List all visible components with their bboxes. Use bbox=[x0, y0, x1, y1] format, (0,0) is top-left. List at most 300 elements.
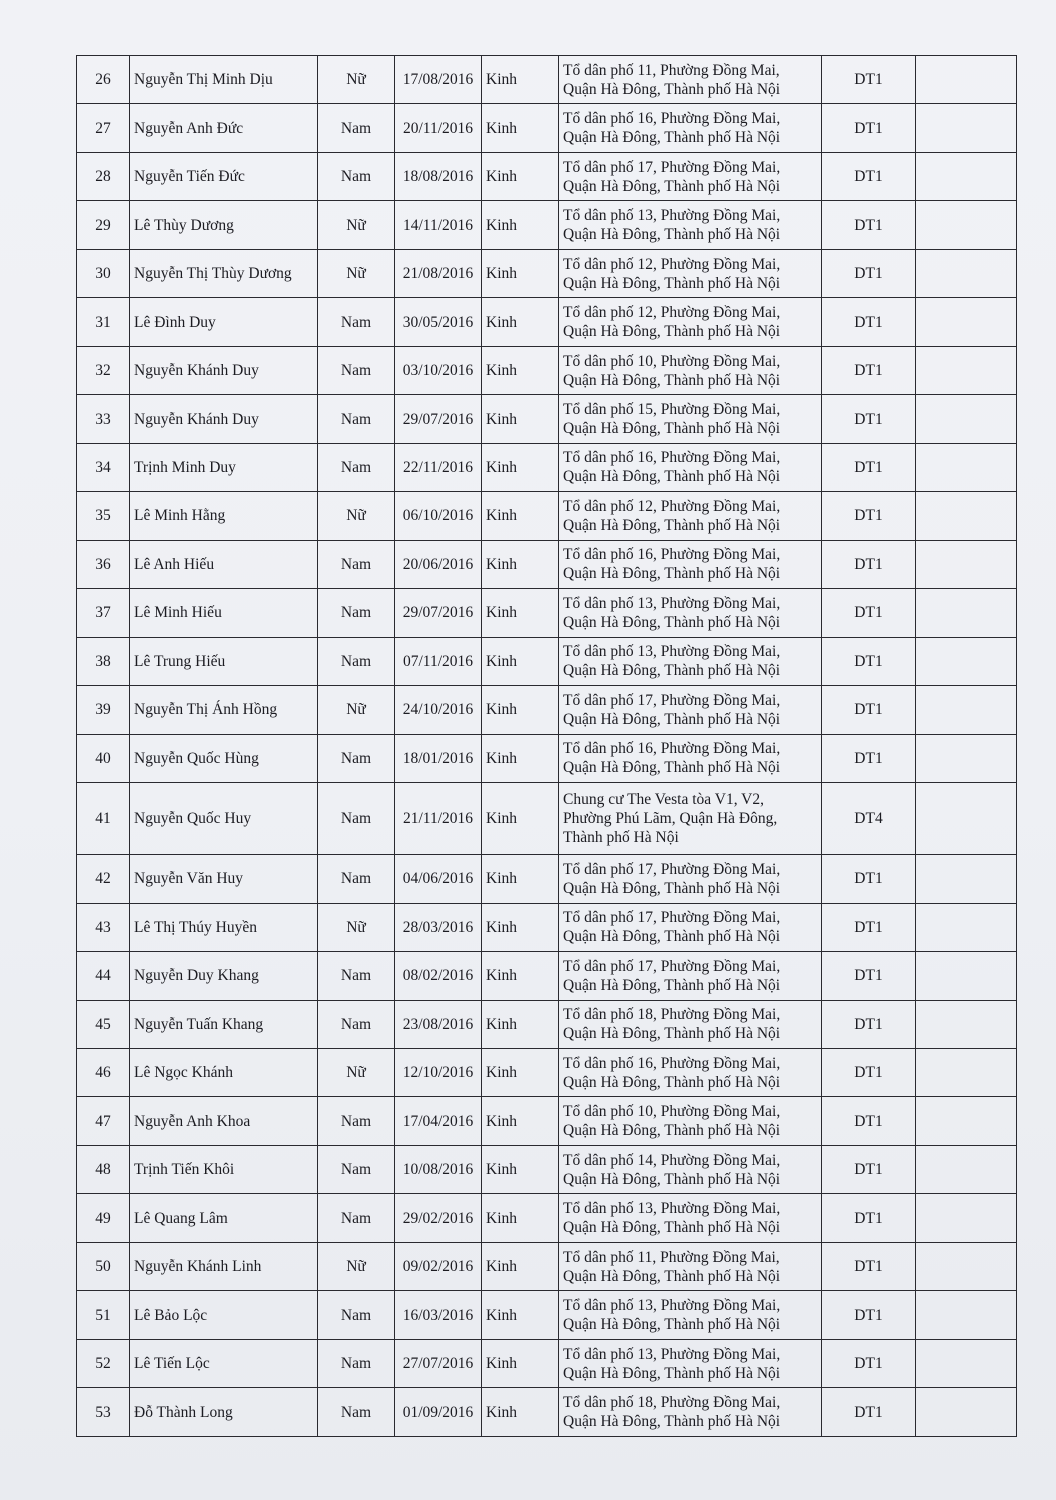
student-name: Lê Trung Hiếu bbox=[130, 637, 318, 685]
address bbox=[559, 443, 822, 491]
student-name: Lê Anh Hiếu bbox=[130, 540, 318, 588]
gender: Nam bbox=[318, 346, 395, 394]
address bbox=[559, 298, 822, 346]
gender: Nam bbox=[318, 855, 395, 903]
gender: Nam bbox=[318, 1145, 395, 1193]
row-number: 37 bbox=[77, 589, 130, 637]
address-line: Tổ dân phố 17, Phường Đồng Mai, bbox=[563, 957, 781, 975]
address-line: Tổ dân phố 13, Phường Đồng Mai, bbox=[563, 207, 781, 225]
address bbox=[559, 1291, 822, 1339]
table-row bbox=[77, 152, 1017, 200]
student-name: Nguyễn Khánh Duy bbox=[130, 395, 318, 443]
gender: Nam bbox=[318, 540, 395, 588]
area-code: DT4 bbox=[822, 783, 916, 855]
row-number: 33 bbox=[77, 395, 130, 443]
ethnicity: Kinh bbox=[482, 686, 559, 734]
gender: Nam bbox=[318, 104, 395, 152]
table-row bbox=[77, 346, 1017, 394]
row-number: 28 bbox=[77, 152, 130, 200]
table-row bbox=[77, 855, 1017, 903]
ethnicity: Kinh bbox=[482, 152, 559, 200]
row-number: 27 bbox=[77, 104, 130, 152]
area-code: DT1 bbox=[822, 734, 916, 782]
area-code: DT1 bbox=[822, 686, 916, 734]
address bbox=[559, 152, 822, 200]
date-of-birth: 29/02/2016 bbox=[395, 1194, 482, 1242]
gender: Nam bbox=[318, 298, 395, 346]
ethnicity: Kinh bbox=[482, 1388, 559, 1437]
date-of-birth: 18/01/2016 bbox=[395, 734, 482, 782]
ethnicity: Kinh bbox=[482, 855, 559, 903]
row-number: 30 bbox=[77, 249, 130, 297]
student-name: Lê Quang Lâm bbox=[130, 1194, 318, 1242]
address-line: Quận Hà Đông, Thành phố Hà Nội bbox=[563, 613, 781, 631]
area-code: DT1 bbox=[822, 952, 916, 1000]
date-of-birth: 18/08/2016 bbox=[395, 152, 482, 200]
area-code: DT1 bbox=[822, 443, 916, 491]
address-line: Chung cư The Vesta tòa V1, V2, bbox=[563, 791, 764, 809]
address-line: Tổ dân phố 16, Phường Đồng Mai, bbox=[563, 740, 781, 758]
note bbox=[916, 492, 1017, 540]
area-code: DT1 bbox=[822, 249, 916, 297]
address-line: Quận Hà Đông, Thành phố Hà Nội bbox=[563, 1073, 781, 1091]
table-row bbox=[77, 1339, 1017, 1387]
student-name: Nguyễn Khánh Duy bbox=[130, 346, 318, 394]
address bbox=[559, 952, 822, 1000]
note bbox=[916, 249, 1017, 297]
area-code: DT1 bbox=[822, 395, 916, 443]
gender: Nam bbox=[318, 952, 395, 1000]
address-line: Tổ dân phố 12, Phường Đồng Mai, bbox=[563, 255, 781, 273]
address-line: Tổ dân phố 17, Phường Đồng Mai, bbox=[563, 691, 781, 709]
gender: Nam bbox=[318, 637, 395, 685]
address-line: Tổ dân phố 13, Phường Đồng Mai, bbox=[563, 643, 781, 661]
date-of-birth: 07/11/2016 bbox=[395, 637, 482, 685]
table-row bbox=[77, 637, 1017, 685]
address bbox=[559, 1194, 822, 1242]
note bbox=[916, 540, 1017, 588]
area-code: DT1 bbox=[822, 104, 916, 152]
student-name: Nguyễn Thị Minh Dịu bbox=[130, 56, 318, 104]
address bbox=[559, 903, 822, 951]
area-code: DT1 bbox=[822, 1388, 916, 1437]
ethnicity: Kinh bbox=[482, 1000, 559, 1048]
address bbox=[559, 686, 822, 734]
date-of-birth: 22/11/2016 bbox=[395, 443, 482, 491]
ethnicity: Kinh bbox=[482, 734, 559, 782]
ethnicity: Kinh bbox=[482, 1339, 559, 1387]
address-line: Tổ dân phố 11, Phường Đồng Mai, bbox=[563, 61, 780, 79]
address bbox=[559, 346, 822, 394]
address-line: Quận Hà Đông, Thành phố Hà Nội bbox=[563, 274, 781, 292]
area-code: DT1 bbox=[822, 201, 916, 249]
table-row bbox=[77, 443, 1017, 491]
address-line: Tổ dân phố 17, Phường Đồng Mai, bbox=[563, 909, 781, 927]
table-row bbox=[77, 1388, 1017, 1437]
row-number: 50 bbox=[77, 1242, 130, 1290]
area-code: DT1 bbox=[822, 1291, 916, 1339]
area-code: DT1 bbox=[822, 298, 916, 346]
note bbox=[916, 201, 1017, 249]
area-code: DT1 bbox=[822, 56, 916, 104]
note bbox=[916, 298, 1017, 346]
ethnicity: Kinh bbox=[482, 1242, 559, 1290]
table-row bbox=[77, 1097, 1017, 1145]
table-row bbox=[77, 903, 1017, 951]
address bbox=[559, 589, 822, 637]
table-row bbox=[77, 1291, 1017, 1339]
address-line: Quận Hà Đông, Thành phố Hà Nội bbox=[563, 710, 781, 728]
area-code: DT1 bbox=[822, 589, 916, 637]
address bbox=[559, 1339, 822, 1387]
student-name: Nguyễn Thị Ánh Hồng bbox=[130, 686, 318, 734]
row-number: 35 bbox=[77, 492, 130, 540]
student-name: Lê Bảo Lộc bbox=[130, 1291, 318, 1339]
note bbox=[916, 56, 1017, 104]
note bbox=[916, 1291, 1017, 1339]
area-code: DT1 bbox=[822, 1049, 916, 1097]
date-of-birth: 03/10/2016 bbox=[395, 346, 482, 394]
note bbox=[916, 1242, 1017, 1290]
table-row bbox=[77, 201, 1017, 249]
note bbox=[916, 1049, 1017, 1097]
address-line: Tổ dân phố 10, Phường Đồng Mai, bbox=[563, 352, 781, 370]
student-name: Nguyễn Tuấn Khang bbox=[130, 1000, 318, 1048]
address-line: Tổ dân phố 14, Phường Đồng Mai, bbox=[563, 1151, 781, 1169]
table-row bbox=[77, 589, 1017, 637]
ethnicity: Kinh bbox=[482, 249, 559, 297]
address-line: Quận Hà Đông, Thành phố Hà Nội bbox=[563, 516, 781, 534]
area-code: DT1 bbox=[822, 152, 916, 200]
note bbox=[916, 903, 1017, 951]
row-number: 42 bbox=[77, 855, 130, 903]
address-line: Tổ dân phố 13, Phường Đồng Mai, bbox=[563, 1200, 781, 1218]
table-row bbox=[77, 1145, 1017, 1193]
date-of-birth: 28/03/2016 bbox=[395, 903, 482, 951]
address-line: Tổ dân phố 17, Phường Đồng Mai, bbox=[563, 158, 781, 176]
table-row bbox=[77, 492, 1017, 540]
address bbox=[559, 395, 822, 443]
row-number: 38 bbox=[77, 637, 130, 685]
table-row bbox=[77, 540, 1017, 588]
area-code: DT1 bbox=[822, 492, 916, 540]
row-number: 36 bbox=[77, 540, 130, 588]
note bbox=[916, 589, 1017, 637]
address bbox=[559, 1000, 822, 1048]
address-line: Quận Hà Đông, Thành phố Hà Nội bbox=[563, 371, 781, 389]
note bbox=[916, 952, 1017, 1000]
row-number: 41 bbox=[77, 783, 130, 855]
table-row bbox=[77, 686, 1017, 734]
address-line: Tổ dân phố 12, Phường Đồng Mai, bbox=[563, 497, 781, 515]
address-line: Tổ dân phố 12, Phường Đồng Mai, bbox=[563, 304, 781, 322]
row-number: 29 bbox=[77, 201, 130, 249]
table-row bbox=[77, 1242, 1017, 1290]
note bbox=[916, 1194, 1017, 1242]
row-number: 34 bbox=[77, 443, 130, 491]
address-line: Thành phố Hà Nội bbox=[563, 829, 679, 847]
table-row bbox=[77, 734, 1017, 782]
date-of-birth: 20/11/2016 bbox=[395, 104, 482, 152]
note bbox=[916, 395, 1017, 443]
ethnicity: Kinh bbox=[482, 589, 559, 637]
student-name: Nguyễn Anh Khoa bbox=[130, 1097, 318, 1145]
row-number: 49 bbox=[77, 1194, 130, 1242]
date-of-birth: 04/06/2016 bbox=[395, 855, 482, 903]
student-name: Lê Ngọc Khánh bbox=[130, 1049, 318, 1097]
student-name: Nguyễn Duy Khang bbox=[130, 952, 318, 1000]
address-line: Tổ dân phố 16, Phường Đồng Mai, bbox=[563, 1054, 781, 1072]
student-name: Nguyễn Anh Đức bbox=[130, 104, 318, 152]
gender: Nam bbox=[318, 1388, 395, 1437]
address bbox=[559, 1097, 822, 1145]
area-code: DT1 bbox=[822, 1145, 916, 1193]
student-name: Lê Minh Hiếu bbox=[130, 589, 318, 637]
student-name: Nguyễn Tiến Đức bbox=[130, 152, 318, 200]
ethnicity: Kinh bbox=[482, 346, 559, 394]
date-of-birth: 17/08/2016 bbox=[395, 56, 482, 104]
ethnicity: Kinh bbox=[482, 637, 559, 685]
ethnicity: Kinh bbox=[482, 443, 559, 491]
gender: Nam bbox=[318, 395, 395, 443]
address-line: Quận Hà Đông, Thành phố Hà Nội bbox=[563, 1219, 781, 1237]
address-line: Quận Hà Đông, Thành phố Hà Nội bbox=[563, 662, 781, 680]
area-code: DT1 bbox=[822, 540, 916, 588]
note bbox=[916, 686, 1017, 734]
table-row bbox=[77, 298, 1017, 346]
gender: Nữ bbox=[318, 249, 395, 297]
address-line: Tổ dân phố 13, Phường Đồng Mai, bbox=[563, 594, 781, 612]
address bbox=[559, 855, 822, 903]
address-line: Quận Hà Đông, Thành phố Hà Nội bbox=[563, 759, 781, 777]
date-of-birth: 08/02/2016 bbox=[395, 952, 482, 1000]
gender: Nam bbox=[318, 1291, 395, 1339]
row-number: 32 bbox=[77, 346, 130, 394]
address-line: Quận Hà Đông, Thành phố Hà Nội bbox=[563, 1316, 781, 1334]
address bbox=[559, 492, 822, 540]
area-code: DT1 bbox=[822, 346, 916, 394]
note bbox=[916, 1145, 1017, 1193]
address bbox=[559, 201, 822, 249]
table-row bbox=[77, 1049, 1017, 1097]
address-line: Quận Hà Đông, Thành phố Hà Nội bbox=[563, 1364, 781, 1382]
gender: Nữ bbox=[318, 201, 395, 249]
row-number: 47 bbox=[77, 1097, 130, 1145]
date-of-birth: 27/07/2016 bbox=[395, 1339, 482, 1387]
address-line: Tổ dân phố 16, Phường Đồng Mai, bbox=[563, 546, 781, 564]
row-number: 31 bbox=[77, 298, 130, 346]
student-name: Đỗ Thành Long bbox=[130, 1388, 318, 1437]
gender: Nữ bbox=[318, 492, 395, 540]
gender: Nam bbox=[318, 1339, 395, 1387]
row-number: 46 bbox=[77, 1049, 130, 1097]
gender: Nam bbox=[318, 443, 395, 491]
table-row bbox=[77, 1194, 1017, 1242]
ethnicity: Kinh bbox=[482, 540, 559, 588]
area-code: DT1 bbox=[822, 855, 916, 903]
student-name: Nguyễn Khánh Linh bbox=[130, 1242, 318, 1290]
ethnicity: Kinh bbox=[482, 1291, 559, 1339]
address-line: Quận Hà Đông, Thành phố Hà Nội bbox=[563, 1413, 781, 1431]
address-line: Quận Hà Đông, Thành phố Hà Nội bbox=[563, 226, 781, 244]
address-line: Tổ dân phố 10, Phường Đồng Mai, bbox=[563, 1103, 781, 1121]
area-code: DT1 bbox=[822, 903, 916, 951]
student-name: Lê Thị Thúy Huyền bbox=[130, 903, 318, 951]
address bbox=[559, 104, 822, 152]
row-number: 40 bbox=[77, 734, 130, 782]
ethnicity: Kinh bbox=[482, 783, 559, 855]
gender: Nữ bbox=[318, 1242, 395, 1290]
address-line: Tổ dân phố 18, Phường Đồng Mai, bbox=[563, 1006, 781, 1024]
note bbox=[916, 443, 1017, 491]
address bbox=[559, 1145, 822, 1193]
table-row bbox=[77, 395, 1017, 443]
ethnicity: Kinh bbox=[482, 201, 559, 249]
date-of-birth: 21/08/2016 bbox=[395, 249, 482, 297]
roster-body bbox=[77, 56, 1017, 1437]
table-row bbox=[77, 952, 1017, 1000]
area-code: DT1 bbox=[822, 1339, 916, 1387]
ethnicity: Kinh bbox=[482, 903, 559, 951]
date-of-birth: 12/10/2016 bbox=[395, 1049, 482, 1097]
address-line: Quận Hà Đông, Thành phố Hà Nội bbox=[563, 177, 781, 195]
address-line: Tổ dân phố 16, Phường Đồng Mai, bbox=[563, 449, 781, 467]
area-code: DT1 bbox=[822, 1000, 916, 1048]
address-line: Quận Hà Đông, Thành phố Hà Nội bbox=[563, 1170, 781, 1188]
note bbox=[916, 855, 1017, 903]
gender: Nam bbox=[318, 783, 395, 855]
gender: Nam bbox=[318, 152, 395, 200]
address bbox=[559, 637, 822, 685]
date-of-birth: 29/07/2016 bbox=[395, 589, 482, 637]
note bbox=[916, 783, 1017, 855]
address-line: Quận Hà Đông, Thành phố Hà Nội bbox=[563, 928, 781, 946]
address-line: Quận Hà Đông, Thành phố Hà Nội bbox=[563, 468, 781, 486]
date-of-birth: 29/07/2016 bbox=[395, 395, 482, 443]
note bbox=[916, 346, 1017, 394]
area-code: DT1 bbox=[822, 1194, 916, 1242]
row-number: 45 bbox=[77, 1000, 130, 1048]
row-number: 51 bbox=[77, 1291, 130, 1339]
date-of-birth: 23/08/2016 bbox=[395, 1000, 482, 1048]
note bbox=[916, 104, 1017, 152]
student-name: Lê Thùy Dương bbox=[130, 201, 318, 249]
note bbox=[916, 1097, 1017, 1145]
gender: Nam bbox=[318, 734, 395, 782]
gender: Nữ bbox=[318, 56, 395, 104]
note bbox=[916, 152, 1017, 200]
note bbox=[916, 1339, 1017, 1387]
student-name: Trịnh Minh Duy bbox=[130, 443, 318, 491]
date-of-birth: 09/02/2016 bbox=[395, 1242, 482, 1290]
date-of-birth: 01/09/2016 bbox=[395, 1388, 482, 1437]
student-roster-table bbox=[76, 55, 1017, 1437]
student-name: Nguyễn Văn Huy bbox=[130, 855, 318, 903]
table-row bbox=[77, 1000, 1017, 1048]
address-line: Tổ dân phố 18, Phường Đồng Mai, bbox=[563, 1394, 781, 1412]
ethnicity: Kinh bbox=[482, 395, 559, 443]
ethnicity: Kinh bbox=[482, 1049, 559, 1097]
student-name: Nguyễn Quốc Huy bbox=[130, 783, 318, 855]
address-line: Quận Hà Đông, Thành phố Hà Nội bbox=[563, 565, 781, 583]
address-line: Quận Hà Đông, Thành phố Hà Nội bbox=[563, 323, 781, 341]
address-line: Quận Hà Đông, Thành phố Hà Nội bbox=[563, 1122, 781, 1140]
row-number: 44 bbox=[77, 952, 130, 1000]
area-code: DT1 bbox=[822, 1242, 916, 1290]
gender: Nữ bbox=[318, 686, 395, 734]
address-line: Quận Hà Đông, Thành phố Hà Nội bbox=[563, 879, 781, 897]
note bbox=[916, 637, 1017, 685]
ethnicity: Kinh bbox=[482, 1097, 559, 1145]
gender: Nam bbox=[318, 1194, 395, 1242]
ethnicity: Kinh bbox=[482, 952, 559, 1000]
date-of-birth: 10/08/2016 bbox=[395, 1145, 482, 1193]
row-number: 39 bbox=[77, 686, 130, 734]
gender: Nữ bbox=[318, 903, 395, 951]
date-of-birth: 20/06/2016 bbox=[395, 540, 482, 588]
date-of-birth: 14/11/2016 bbox=[395, 201, 482, 249]
student-name: Nguyễn Quốc Hùng bbox=[130, 734, 318, 782]
address-line: Tổ dân phố 16, Phường Đồng Mai, bbox=[563, 110, 781, 128]
address bbox=[559, 1049, 822, 1097]
gender: Nam bbox=[318, 589, 395, 637]
address-line: Quận Hà Đông, Thành phố Hà Nội bbox=[563, 976, 781, 994]
address-line: Quận Hà Đông, Thành phố Hà Nội bbox=[563, 80, 781, 98]
date-of-birth: 24/10/2016 bbox=[395, 686, 482, 734]
student-name: Trịnh Tiến Khôi bbox=[130, 1145, 318, 1193]
address bbox=[559, 249, 822, 297]
student-name: Lê Minh Hằng bbox=[130, 492, 318, 540]
date-of-birth: 30/05/2016 bbox=[395, 298, 482, 346]
row-number: 53 bbox=[77, 1388, 130, 1437]
address-line: Tổ dân phố 17, Phường Đồng Mai, bbox=[563, 860, 781, 878]
address-line: Tổ dân phố 13, Phường Đồng Mai, bbox=[563, 1297, 781, 1315]
row-number: 26 bbox=[77, 56, 130, 104]
address-line: Quận Hà Đông, Thành phố Hà Nội bbox=[563, 420, 781, 438]
ethnicity: Kinh bbox=[482, 492, 559, 540]
table-row bbox=[77, 249, 1017, 297]
ethnicity: Kinh bbox=[482, 298, 559, 346]
student-name: Nguyễn Thị Thùy Dương bbox=[130, 249, 318, 297]
table-row bbox=[77, 104, 1017, 152]
date-of-birth: 06/10/2016 bbox=[395, 492, 482, 540]
area-code: DT1 bbox=[822, 637, 916, 685]
address bbox=[559, 56, 822, 104]
address-line: Tổ dân phố 13, Phường Đồng Mai, bbox=[563, 1345, 781, 1363]
address-line: Quận Hà Đông, Thành phố Hà Nội bbox=[563, 1267, 781, 1285]
date-of-birth: 21/11/2016 bbox=[395, 783, 482, 855]
ethnicity: Kinh bbox=[482, 1194, 559, 1242]
row-number: 43 bbox=[77, 903, 130, 951]
ethnicity: Kinh bbox=[482, 56, 559, 104]
note bbox=[916, 734, 1017, 782]
area-code: DT1 bbox=[822, 1097, 916, 1145]
address bbox=[559, 1388, 822, 1437]
address bbox=[559, 783, 822, 855]
ethnicity: Kinh bbox=[482, 1145, 559, 1193]
row-number: 52 bbox=[77, 1339, 130, 1387]
ethnicity: Kinh bbox=[482, 104, 559, 152]
address bbox=[559, 540, 822, 588]
gender: Nữ bbox=[318, 1049, 395, 1097]
student-name: Lê Tiến Lộc bbox=[130, 1339, 318, 1387]
address-line: Tổ dân phố 15, Phường Đồng Mai, bbox=[563, 401, 781, 419]
note bbox=[916, 1000, 1017, 1048]
address-line: Quận Hà Đông, Thành phố Hà Nội bbox=[563, 129, 781, 147]
table-row bbox=[77, 783, 1017, 855]
address-line: Phường Phú Lãm, Quận Hà Đông, bbox=[563, 810, 778, 828]
address bbox=[559, 734, 822, 782]
